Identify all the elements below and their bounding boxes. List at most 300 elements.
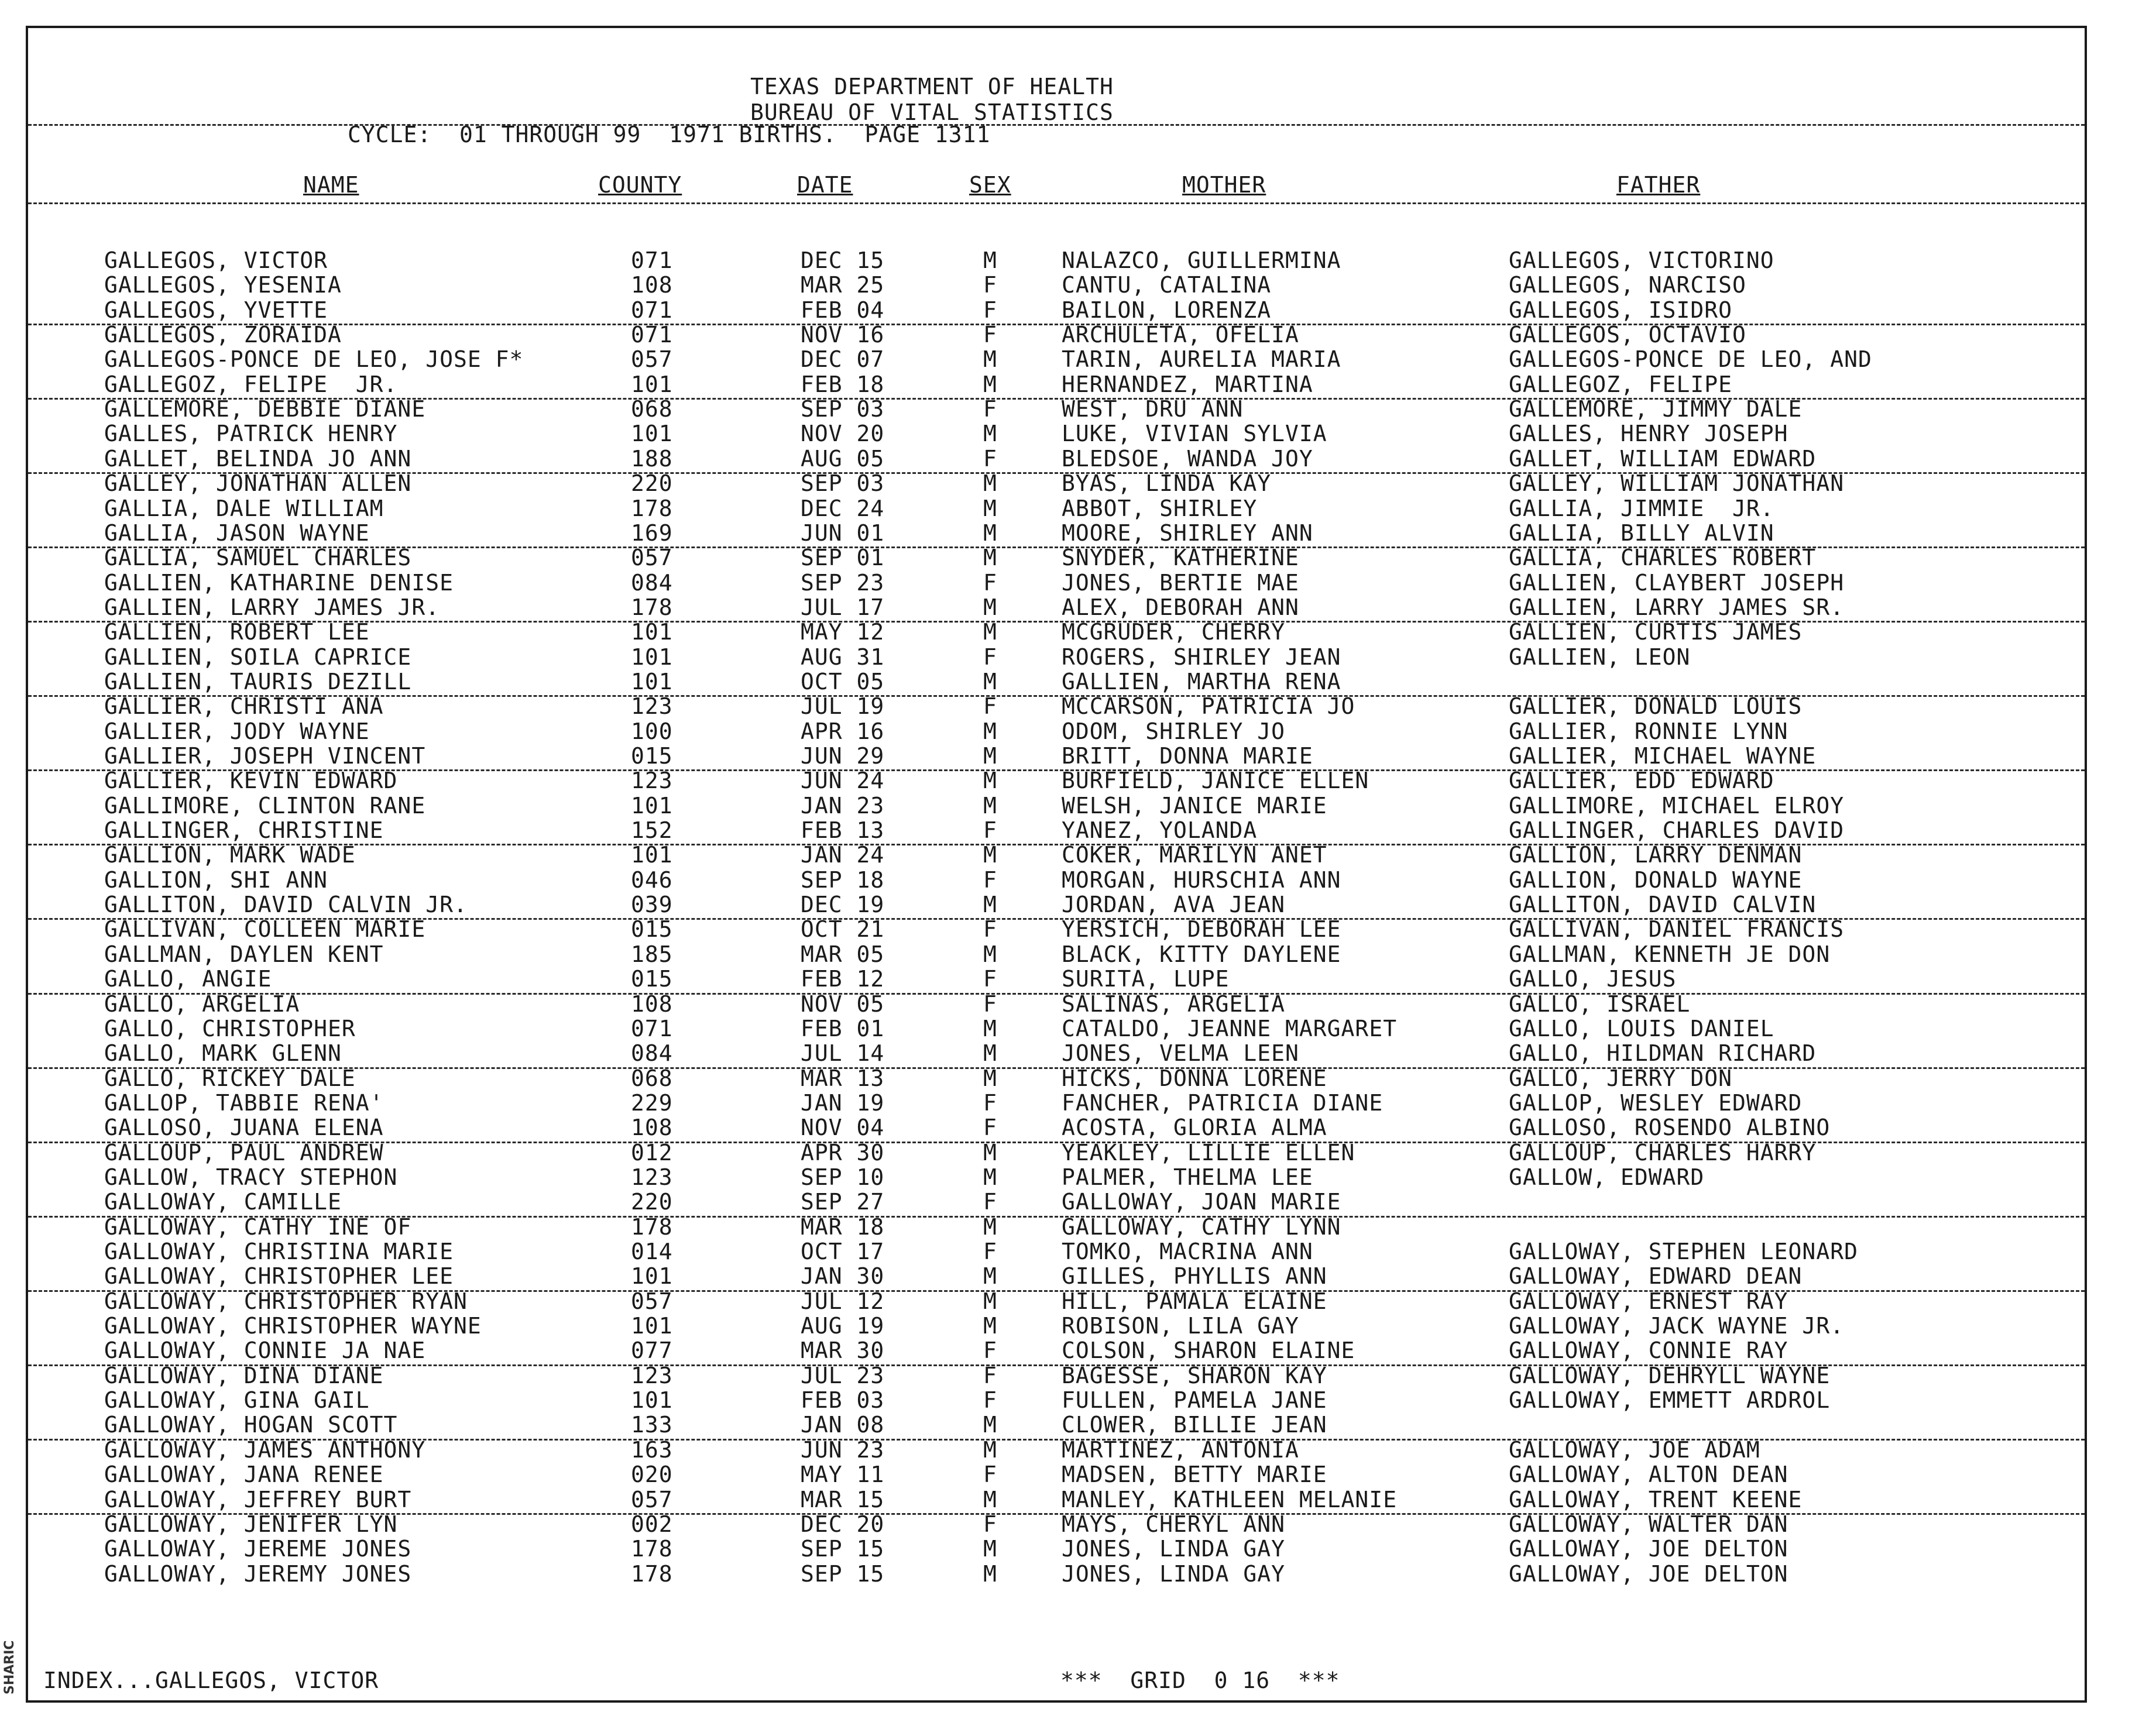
cell-mother: MOORE, SHIRLEY ANN [1062,520,1313,546]
cell-mother: BYAS, LINDA KAY [1062,470,1272,497]
cell-sex: F [983,569,997,596]
cell-sex: F [983,1462,997,1488]
cell-county: 071 [631,1015,673,1041]
column-header-father: FATHER [1616,172,1701,198]
cell-mother: JONES, LINDA GAY [1062,1560,1286,1587]
cell-mother: CLOWER, BILLIE JEAN [1062,1412,1327,1438]
cell-county: 101 [631,619,673,645]
cell-date: OCT 21 [801,916,885,943]
cell-sex: M [983,495,997,521]
cell-county: 108 [631,272,673,298]
cell-name: GALLMAN, DAYLEN KENT [104,941,384,967]
cell-name: GALLOWAY, JEREME JONES [104,1536,412,1562]
cell-father: GALLMAN, KENNETH JE DON [1509,941,1831,967]
cell-county: 101 [631,668,673,695]
cell-county: 220 [631,1189,673,1215]
table-row [0,1066,2132,1091]
cell-county: 163 [631,1436,673,1463]
cell-mother: ABBOT, SHIRLEY [1062,495,1258,521]
cycle-line: CYCLE: 01 THROUGH 99 1971 BIRTHS. PAGE 1311 [348,122,991,147]
cell-county: 100 [631,718,673,744]
cell-date: NOV 05 [801,991,885,1017]
cell-county: 015 [631,916,673,943]
cell-name: GALLOW, TRACY STEPHON [104,1164,398,1190]
cell-name: GALLOP, TABBIE RENA' [104,1089,384,1116]
cell-county: 015 [631,966,673,992]
table-row [0,298,2132,322]
cell-mother: TARIN, AURELIA MARIA [1062,346,1341,373]
cell-date: SEP 10 [801,1164,885,1190]
footer-grid: *** GRID 0 16 *** [1060,1668,1340,1693]
cell-father: GALLIEN, LEON [1509,644,1691,670]
cell-name: GALLOWAY, CAMILLE [104,1189,342,1215]
cell-father: GALLIER, EDD EDWARD [1509,768,1774,794]
cell-date: JUN 01 [801,520,885,546]
cell-sex: M [983,545,997,571]
cell-father: GALLEGOS, NARCISO [1509,272,1746,298]
cell-county: 014 [631,1239,673,1264]
cell-father: GALLIEN, LARRY JAMES SR. [1509,594,1845,620]
cell-mother: COKER, MARILYN ANET [1062,842,1327,868]
cell-mother: FULLEN, PAMELA JANE [1062,1387,1327,1414]
cell-father: GALLOWAY, JOE ADAM [1509,1436,1760,1463]
cell-sex: F [983,693,997,720]
cell-sex: M [983,1139,997,1166]
cell-county: 071 [631,322,673,348]
cell-county: 123 [631,1362,673,1388]
cell-name: GALLEGOS, YESENIA [104,272,342,298]
table-row [0,620,2132,644]
cell-mother: ALEX, DEBORAH ANN [1062,594,1299,620]
cell-mother: JORDAN, AVA JEAN [1062,892,1286,918]
cell-county: 101 [631,1313,673,1339]
cell-sex: F [983,1387,997,1414]
cell-name: GALLO, CHRISTOPHER [104,1015,356,1041]
cell-name: GALLIER, KEVIN EDWARD [104,768,398,794]
cell-sex: M [983,1313,997,1339]
cell-father: GALLIA, BILLY ALVIN [1509,520,1774,546]
table-row [0,694,2132,719]
cell-sex: M [983,1214,997,1240]
cell-name: GALLIA, JASON WAYNE [104,520,370,546]
cell-sex: M [983,892,997,918]
cell-name: GALLIEN, SOILA CAPRICE [104,644,412,670]
cell-mother: GALLOWAY, JOAN MARIE [1062,1189,1341,1215]
cell-mother: ROBISON, LILA GAY [1062,1313,1299,1339]
cell-father: GALLIER, RONNIE LYNN [1509,718,1788,744]
cell-father: GALLITON, DAVID CALVIN [1509,892,1817,918]
cell-date: SEP 01 [801,545,885,571]
cell-county: 178 [631,1214,673,1240]
cell-mother: BLEDSOE, WANDA JOY [1062,445,1313,472]
table-row [0,1412,2132,1437]
cell-county: 123 [631,768,673,794]
cell-sex: M [983,1536,997,1562]
cell-mother: CATALDO, JEANNE MARGARET [1062,1015,1398,1041]
cell-sex: M [983,768,997,794]
cell-county: 077 [631,1338,673,1364]
cell-father: GALLOWAY, EDWARD DEAN [1509,1263,1803,1290]
cell-name: GALLOWAY, DINA DIANE [104,1362,384,1388]
cell-sex: M [983,1288,997,1314]
cell-father: GALLIEN, CLAYBERT JOSEPH [1509,569,1845,596]
table-row [0,1140,2132,1165]
cell-name: GALLIA, DALE WILLIAM [104,495,384,521]
cell-father: GALLOWAY, JOE DELTON [1509,1560,1788,1587]
cell-father: GALLOWAY, ERNEST RAY [1509,1288,1788,1314]
cell-date: FEB 13 [801,817,885,844]
cell-name: GALLOWAY, CONNIE JA NAE [104,1338,426,1364]
cell-county: 229 [631,1089,673,1116]
table-row [0,1338,2132,1363]
cell-name: GALLOWAY, CHRISTOPHER LEE [104,1263,454,1290]
cell-name: GALLOWAY, JEREMY JONES [104,1560,412,1587]
cell-date: JAN 23 [801,792,885,819]
cell-name: GALLIEN, LARRY JAMES JR. [104,594,440,620]
cell-date: FEB 01 [801,1015,885,1041]
cell-father: GALLIA, JIMMIE JR. [1509,495,1774,521]
cell-sex: F [983,322,997,348]
cell-mother: NALAZCO, GUILLERMINA [1062,247,1341,273]
table-row [0,669,2132,694]
cell-county: 012 [631,1139,673,1166]
cell-name: GALLOUP, PAUL ANDREW [104,1139,384,1166]
cell-sex: F [983,1189,997,1215]
cell-date: NOV 04 [801,1115,885,1141]
table-row [0,1016,2132,1041]
cell-county: 123 [631,1164,673,1190]
cell-date: APR 30 [801,1139,885,1166]
cell-sex: M [983,1486,997,1512]
cell-name: GALLO, ANGIE [104,966,272,992]
cell-name: GALLIER, JODY WAYNE [104,718,370,744]
cell-father: GALLOP, WESLEY EDWARD [1509,1089,1803,1116]
column-header-name: NAME [303,172,359,198]
cell-county: 178 [631,594,673,620]
table-row [0,1462,2132,1487]
cell-sex: M [983,520,997,546]
table-row [0,1314,2132,1338]
cell-date: FEB 03 [801,1387,885,1414]
cell-date: SEP 15 [801,1560,885,1587]
table-row [0,570,2132,595]
cell-father: GALLEMORE, JIMMY DALE [1509,396,1803,422]
table-row [0,1215,2132,1239]
cell-sex: M [983,470,997,497]
column-header-sex: SEX [969,172,1011,198]
cell-mother: FANCHER, PATRICIA DIANE [1062,1089,1383,1116]
cell-sex: M [983,346,997,373]
cell-mother: BAILON, LORENZA [1062,297,1272,323]
cell-name: GALLOSO, JUANA ELENA [104,1115,384,1141]
cell-date: AUG 19 [801,1313,885,1339]
cell-name: GALLIER, JOSEPH VINCENT [104,743,426,769]
cell-name: GALLEGOS-PONCE DE LEO, JOSE F* [104,346,524,373]
cell-father: GALLOWAY, CONNIE RAY [1509,1338,1788,1364]
table-row [0,917,2132,941]
cell-name: GALLES, PATRICK HENRY [104,421,398,447]
column-header-date: DATE [797,172,853,198]
cell-sex: F [983,1115,997,1141]
cell-date: JUL 12 [801,1288,885,1314]
cell-sex: F [983,916,997,943]
cell-date: DEC 24 [801,495,885,521]
table-row [0,818,2132,843]
table-row [0,1536,2132,1561]
table-row [0,1190,2132,1214]
cell-sex: F [983,1362,997,1388]
cell-date: SEP 15 [801,1536,885,1562]
column-header-mother: MOTHER [1182,172,1266,198]
cell-county: 123 [631,693,673,720]
cell-name: GALLIA, SAMUEL CHARLES [104,545,412,571]
cell-date: SEP 23 [801,569,885,596]
cell-date: MAR 18 [801,1214,885,1240]
cell-mother: GALLIEN, MARTHA RENA [1062,668,1341,695]
cell-mother: MCCARSON, PATRICIA JO [1062,693,1355,720]
cell-sex: M [983,1040,997,1067]
cell-date: APR 16 [801,718,885,744]
side-label: SHARIC [2,1640,17,1694]
cell-father: GALLET, WILLIAM EDWARD [1509,445,1817,472]
cell-county: 108 [631,1115,673,1141]
cell-date: JUL 23 [801,1362,885,1388]
cell-date: SEP 18 [801,867,885,893]
cell-mother: YANEZ, YOLANDA [1062,817,1258,844]
cell-county: 178 [631,495,673,521]
cell-name: GALLEY, JONATHAN ALLEN [104,470,412,497]
cell-mother: HICKS, DONNA LORENE [1062,1065,1327,1091]
cell-father: GALLOWAY, JOE DELTON [1509,1536,1788,1562]
cell-father: GALLIA, CHARLES ROBERT [1509,545,1817,571]
cell-mother: WEST, DRU ANN [1062,396,1244,422]
table-row [0,1487,2132,1512]
cell-sex: M [983,1164,997,1190]
cell-date: MAY 12 [801,619,885,645]
cell-date: AUG 05 [801,445,885,472]
cell-county: 188 [631,445,673,472]
table-row [0,397,2132,421]
table-row [0,1438,2132,1462]
table-row [0,496,2132,521]
cell-mother: YERSICH, DEBORAH LEE [1062,916,1341,943]
table-row [0,347,2132,372]
cell-name: GALLOWAY, JAMES ANTHONY [104,1436,426,1463]
cell-date: FEB 18 [801,371,885,397]
cell-name: GALLION, MARK WADE [104,842,356,868]
cell-mother: JONES, LINDA GAY [1062,1536,1286,1562]
cell-name: GALLET, BELINDA JO ANN [104,445,412,472]
cell-date: MAR 30 [801,1338,885,1364]
cell-sex: F [983,297,997,323]
cell-sex: M [983,941,997,967]
table-row [0,868,2132,892]
cell-mother: WELSH, JANICE MARIE [1062,792,1327,819]
cell-sex: M [983,1436,997,1463]
cell-date: DEC 19 [801,892,885,918]
cell-mother: SURITA, LUPE [1062,966,1230,992]
cell-county: 057 [631,1288,673,1314]
cell-sex: M [983,421,997,447]
cell-mother: LUKE, VIVIAN SYLVIA [1062,421,1327,447]
table-row [0,1041,2132,1065]
cell-sex: M [983,1015,997,1041]
table-row [0,967,2132,991]
table-row [0,248,2132,273]
cell-date: JAN 08 [801,1412,885,1438]
cell-mother: SALINAS, ARGELIA [1062,991,1286,1017]
cell-name: GALLOWAY, HOGAN SCOTT [104,1412,398,1438]
cell-mother: GILLES, PHYLLIS ANN [1062,1263,1327,1290]
cell-father: GALLO, JERRY DON [1509,1065,1733,1091]
table-row [0,273,2132,297]
cell-father: GALLO, LOUIS DANIEL [1509,1015,1774,1041]
cell-date: DEC 15 [801,247,885,273]
table-row [0,892,2132,917]
cell-county: 101 [631,842,673,868]
cell-father: GALLOWAY, WALTER DAN [1509,1511,1788,1537]
cell-name: GALLOWAY, JENIFER LYN [104,1511,398,1537]
cell-mother: ARCHULETA, OFELIA [1062,322,1299,348]
cell-date: MAR 15 [801,1486,885,1512]
cell-date: NOV 20 [801,421,885,447]
cell-father: GALLEGOS, OCTAVIO [1509,322,1746,348]
cell-county: 178 [631,1536,673,1562]
cell-mother: MCGRUDER, CHERRY [1062,619,1286,645]
cell-father: GALLIVAN, DANIEL FRANCIS [1509,916,1845,943]
table-row [0,768,2132,793]
cell-name: GALLO, MARK GLENN [104,1040,342,1067]
cell-mother: JONES, BERTIE MAE [1062,569,1299,596]
cell-mother: MANLEY, KATHLEEN MELANIE [1062,1486,1398,1512]
cell-date: JAN 30 [801,1263,885,1290]
cell-date: OCT 05 [801,668,885,695]
cell-county: 068 [631,396,673,422]
cell-sex: F [983,966,997,992]
cell-name: GALLEGOZ, FELIPE JR. [104,371,398,397]
cell-county: 178 [631,1560,673,1587]
cell-county: 101 [631,644,673,670]
cell-county: 071 [631,247,673,273]
cell-father: GALLOWAY, ALTON DEAN [1509,1462,1788,1488]
cell-mother: ROGERS, SHIRLEY JEAN [1062,644,1341,670]
cell-date: AUG 31 [801,644,885,670]
cell-father: GALLEGOS, VICTORINO [1509,247,1774,273]
cell-county: 108 [631,991,673,1017]
table-row [0,1239,2132,1264]
cell-county: 185 [631,941,673,967]
table-row [0,992,2132,1016]
cell-father: GALLEY, WILLIAM JONATHAN [1509,470,1845,497]
cell-father: GALLOWAY, DEHRYLL WAYNE [1509,1362,1831,1388]
cell-mother: HERNANDEZ, MARTINA [1062,371,1313,397]
cell-name: GALLEGOS, VICTOR [104,247,328,273]
table-row [0,521,2132,545]
cell-father: GALLOUP, CHARLES HARRY [1509,1139,1817,1166]
cell-date: JUL 19 [801,693,885,720]
cell-mother: SNYDER, KATHERINE [1062,545,1299,571]
table-row [0,421,2132,446]
table-row [0,322,2132,347]
cell-name: GALLOWAY, JANA RENEE [104,1462,384,1488]
table-row [0,843,2132,867]
cell-county: 101 [631,1387,673,1414]
cell-sex: F [983,272,997,298]
cell-sex: F [983,817,997,844]
table-row [0,471,2132,496]
cell-sex: F [983,644,997,670]
table-row [0,744,2132,768]
cell-date: SEP 03 [801,470,885,497]
cell-name: GALLEGOS, YVETTE [104,297,328,323]
table-row [0,446,2132,471]
cell-father: GALLIEN, CURTIS JAMES [1509,619,1803,645]
cell-date: SEP 03 [801,396,885,422]
cell-county: 101 [631,371,673,397]
table-row [0,719,2132,744]
cell-date: MAY 11 [801,1462,885,1488]
cell-father: GALLEGOS-PONCE DE LEO, AND [1509,346,1872,373]
table-row [0,1289,2132,1314]
cell-sex: M [983,1263,997,1290]
cell-mother: YEAKLEY, LILLIE ELLEN [1062,1139,1355,1166]
cell-sex: M [983,1412,997,1438]
cell-mother: MADSEN, BETTY MARIE [1062,1462,1327,1488]
cell-mother: BAGESSE, SHARON KAY [1062,1362,1327,1388]
cell-county: 057 [631,1486,673,1512]
cell-county: 039 [631,892,673,918]
cell-date: JUN 24 [801,768,885,794]
cell-date: FEB 12 [801,966,885,992]
cell-sex: M [983,371,997,397]
cell-father: GALLO, HILDMAN RICHARD [1509,1040,1817,1067]
cell-date: JUN 23 [801,1436,885,1463]
table-row [0,1388,2132,1412]
cell-name: GALLITON, DAVID CALVIN JR. [104,892,468,918]
cell-father: GALLEGOZ, FELIPE [1509,371,1733,397]
cell-mother: MORGAN, HURSCHIA ANN [1062,867,1341,893]
cell-father: GALLION, DONALD WAYNE [1509,867,1803,893]
cell-county: 057 [631,346,673,373]
cell-father: GALLO, JESUS [1509,966,1677,992]
cell-date: JUL 14 [801,1040,885,1067]
cell-date: MAR 13 [801,1065,885,1091]
cell-date: SEP 27 [801,1189,885,1215]
cell-name: GALLOWAY, CHRISTOPHER RYAN [104,1288,468,1314]
cell-sex: M [983,743,997,769]
cell-county: 071 [631,297,673,323]
cell-sex: F [983,1511,997,1537]
cell-name: GALLOWAY, CHRISTINA MARIE [104,1239,454,1264]
cell-name: GALLIEN, KATHARINE DENISE [104,569,454,596]
cell-county: 220 [631,470,673,497]
cell-mother: BLACK, KITTY DAYLENE [1062,941,1341,967]
cell-mother: ODOM, SHIRLEY JO [1062,718,1286,744]
cell-mother: GALLOWAY, CATHY LYNN [1062,1214,1341,1240]
cell-sex: M [983,247,997,273]
cell-name: GALLIEN, ROBERT LEE [104,619,370,645]
cell-sex: F [983,991,997,1017]
cell-name: GALLOWAY, CHRISTOPHER WAYNE [104,1313,482,1339]
cell-sex: F [983,867,997,893]
cell-father: GALLOWAY, STEPHEN LEONARD [1509,1239,1858,1264]
cell-sex: M [983,668,997,695]
cell-name: GALLINGER, CHRISTINE [104,817,384,844]
cell-sex: M [983,594,997,620]
cell-sex: M [983,1560,997,1587]
column-header-county: COUNTY [598,172,682,198]
cell-father: GALLES, HENRY JOSEPH [1509,421,1788,447]
